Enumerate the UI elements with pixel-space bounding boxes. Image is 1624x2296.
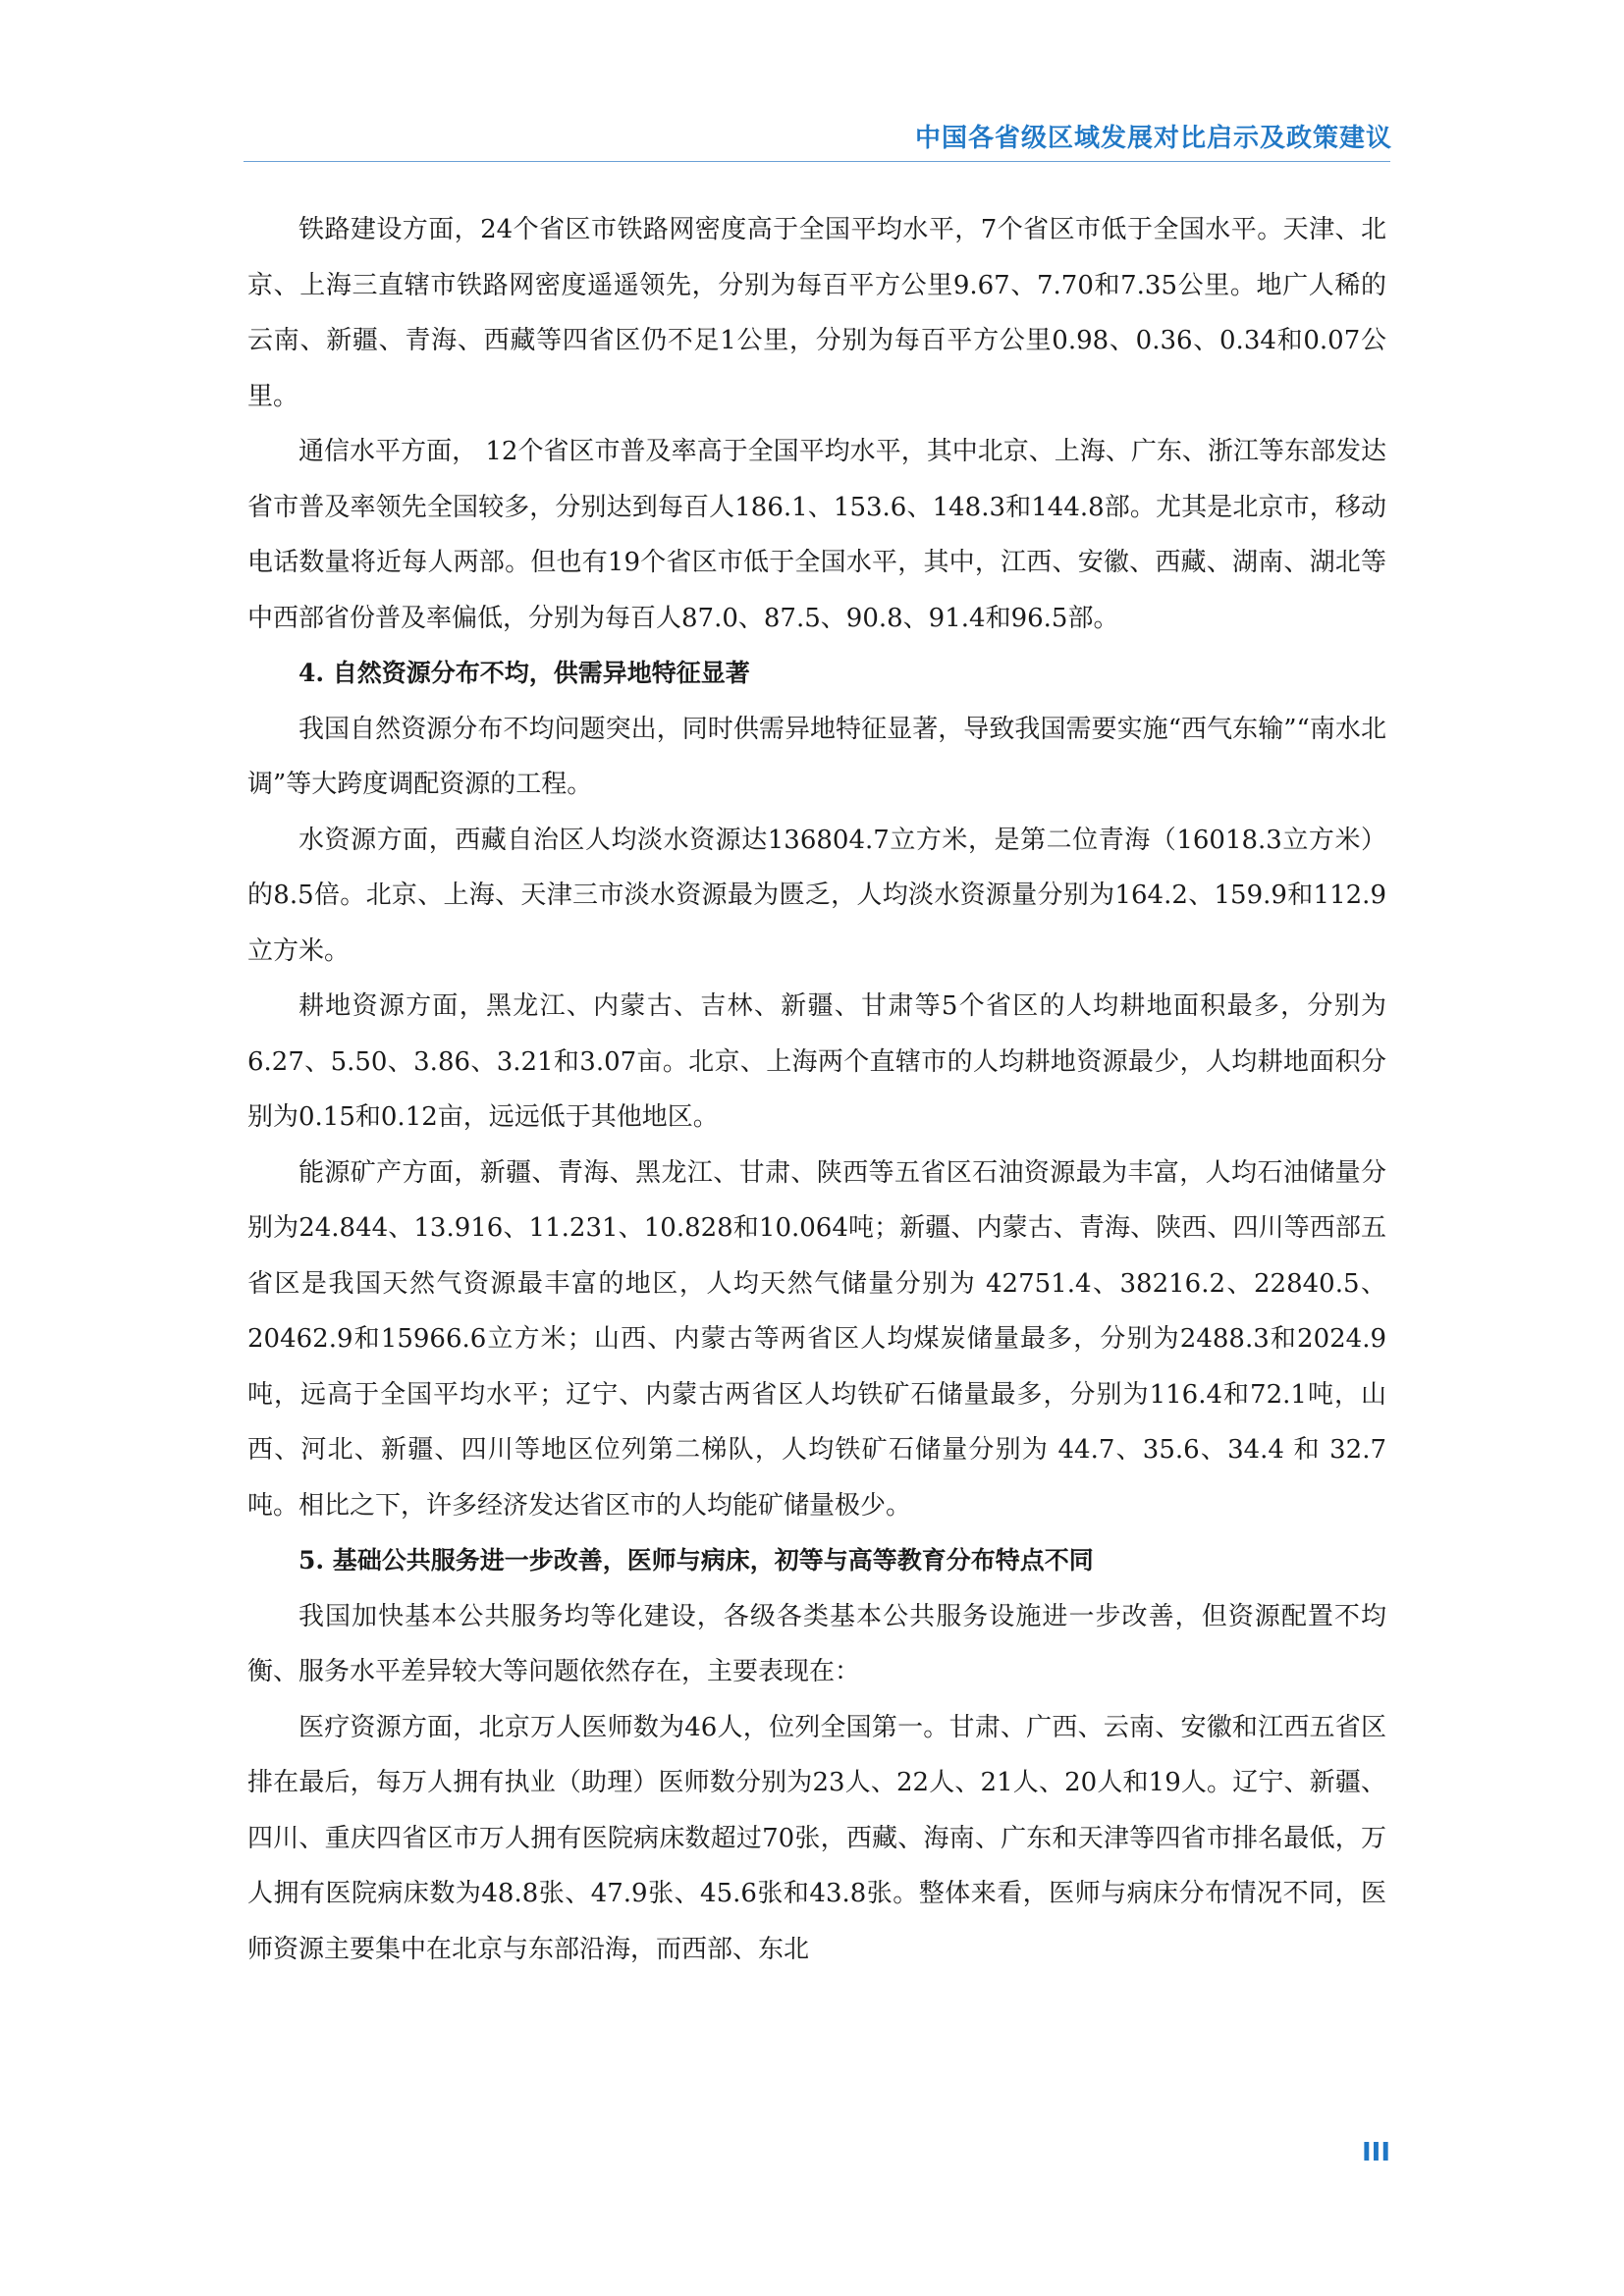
paragraph-telecom: 通信水平方面， 12个省区市普及率高于全国平均水平，其中北京、上海、广东、浙江等东部发达省市普及率领先全国较多，分别达到每百人186.1、153.6、148.3和144.8部。尤其是北京市，移动电话数量将近每人两部。但也有19个省区市低于全国水平，其中，江西、安徽、西藏、湖南、湖北等中西部省份普及率偏低，分别为每百人87.0、87.5、90.8、91.4和96.5部。	[247, 437, 1386, 633]
header-divider	[244, 161, 1390, 162]
paragraph-water: 水资源方面，西藏自治区人均淡水资源达136804.7立方米，是第二位青海（16018.3立方米）的8.5倍。北京、上海、天津三市淡水资源最为匮乏，人均淡水资源量分别为164.2、159.9和112.9立方米。	[247, 825, 1386, 966]
page-number: III	[1361, 2138, 1390, 2167]
paragraph-railway: 铁路建设方面，24个省区市铁路网密度高于全国平均水平，7个省区市低于全国水平。天津、北京、上海三直辖市铁路网密度遥遥领先，分别为每百平方公里9.67、7.70和7.35公里。地广人稀的云南、新疆、青海、西藏等四省区仍不足1公里，分别为每百平方公里0.98、0.36、0.34和0.07公里。	[247, 215, 1386, 411]
section-heading-4: 4. 自然资源分布不均，供需异地特征显著	[298, 659, 750, 687]
paragraph-resources-intro: 我国自然资源分布不均问题突出，同时供需异地特征显著，导致我国需要实施“西气东输”“南水北调”等大跨度调配资源的工程。	[247, 714, 1386, 799]
paragraph-energy: 能源矿产方面，新疆、青海、黑龙江、甘肃、陕西等五省区石油资源最为丰富，人均石油储量分别为24.844、13.916、11.231、10.828和10.064吨；新疆、内蒙古、青海、陕西、四川等西部五省区是我国天然气资源最丰富的地区，人均天然气储量分别为 42751.4、38216.2、22840.5、20462.9和15966.6立方米；山西、内蒙古等两省区人均煤炭储量最多，分别为2488.3和2024.9吨，远高于全国平均水平；辽宁、内蒙古两省区人均铁矿石储量最多，分别为116.4和72.1吨，山西、河北、新疆、四川等地区位列第二梯队，人均铁矿石储量分别为 44.7、35.6、34.4 和 32.7 吨。相比之下，许多经济发达省区市的人均能矿储量极少。	[247, 1157, 1386, 1521]
running-header-title: 中国各省级区域发展对比启示及政策建议	[914, 124, 1392, 153]
document-body	[247, 202, 1386, 1977]
paragraph-medical: 医疗资源方面，北京万人医师数为46人，位列全国第一。甘肃、广西、云南、安徽和江西五省区排在最后，每万人拥有执业（助理）医师数分别为23人、22人、21人、20人和19人。辽宁、新疆、四川、重庆四省区市万人拥有医院病床数超过70张，西藏、海南、广东和天津等四省市排名最低，万人拥有医院病床数为48.8张、47.9张、45.6张和43.8张。整体来看，医师与病床分布情况不同，医师资源主要集中在北京与东部沿海，而西部、东北	[247, 1712, 1386, 1964]
paragraph-farmland: 耕地资源方面，黑龙江、内蒙古、吉林、新疆、甘肃等5个省区的人均耕地面积最多，分别为6.27、5.50、3.86、3.21和3.07亩。北京、上海两个直辖市的人均耕地资源最少，人均耕地面积分别为0.15和0.12亩，远远低于其他地区。	[247, 991, 1386, 1132]
section-heading-5: 5. 基础公共服务进一步改善，医师与病床，初等与高等教育分布特点不同	[298, 1546, 1094, 1575]
paragraph-public-services: 我国加快基本公共服务均等化建设，各级各类基本公共服务设施进一步改善，但资源配置不均衡、服务水平差异较大等问题依然存在，主要表现在：	[247, 1601, 1386, 1686]
